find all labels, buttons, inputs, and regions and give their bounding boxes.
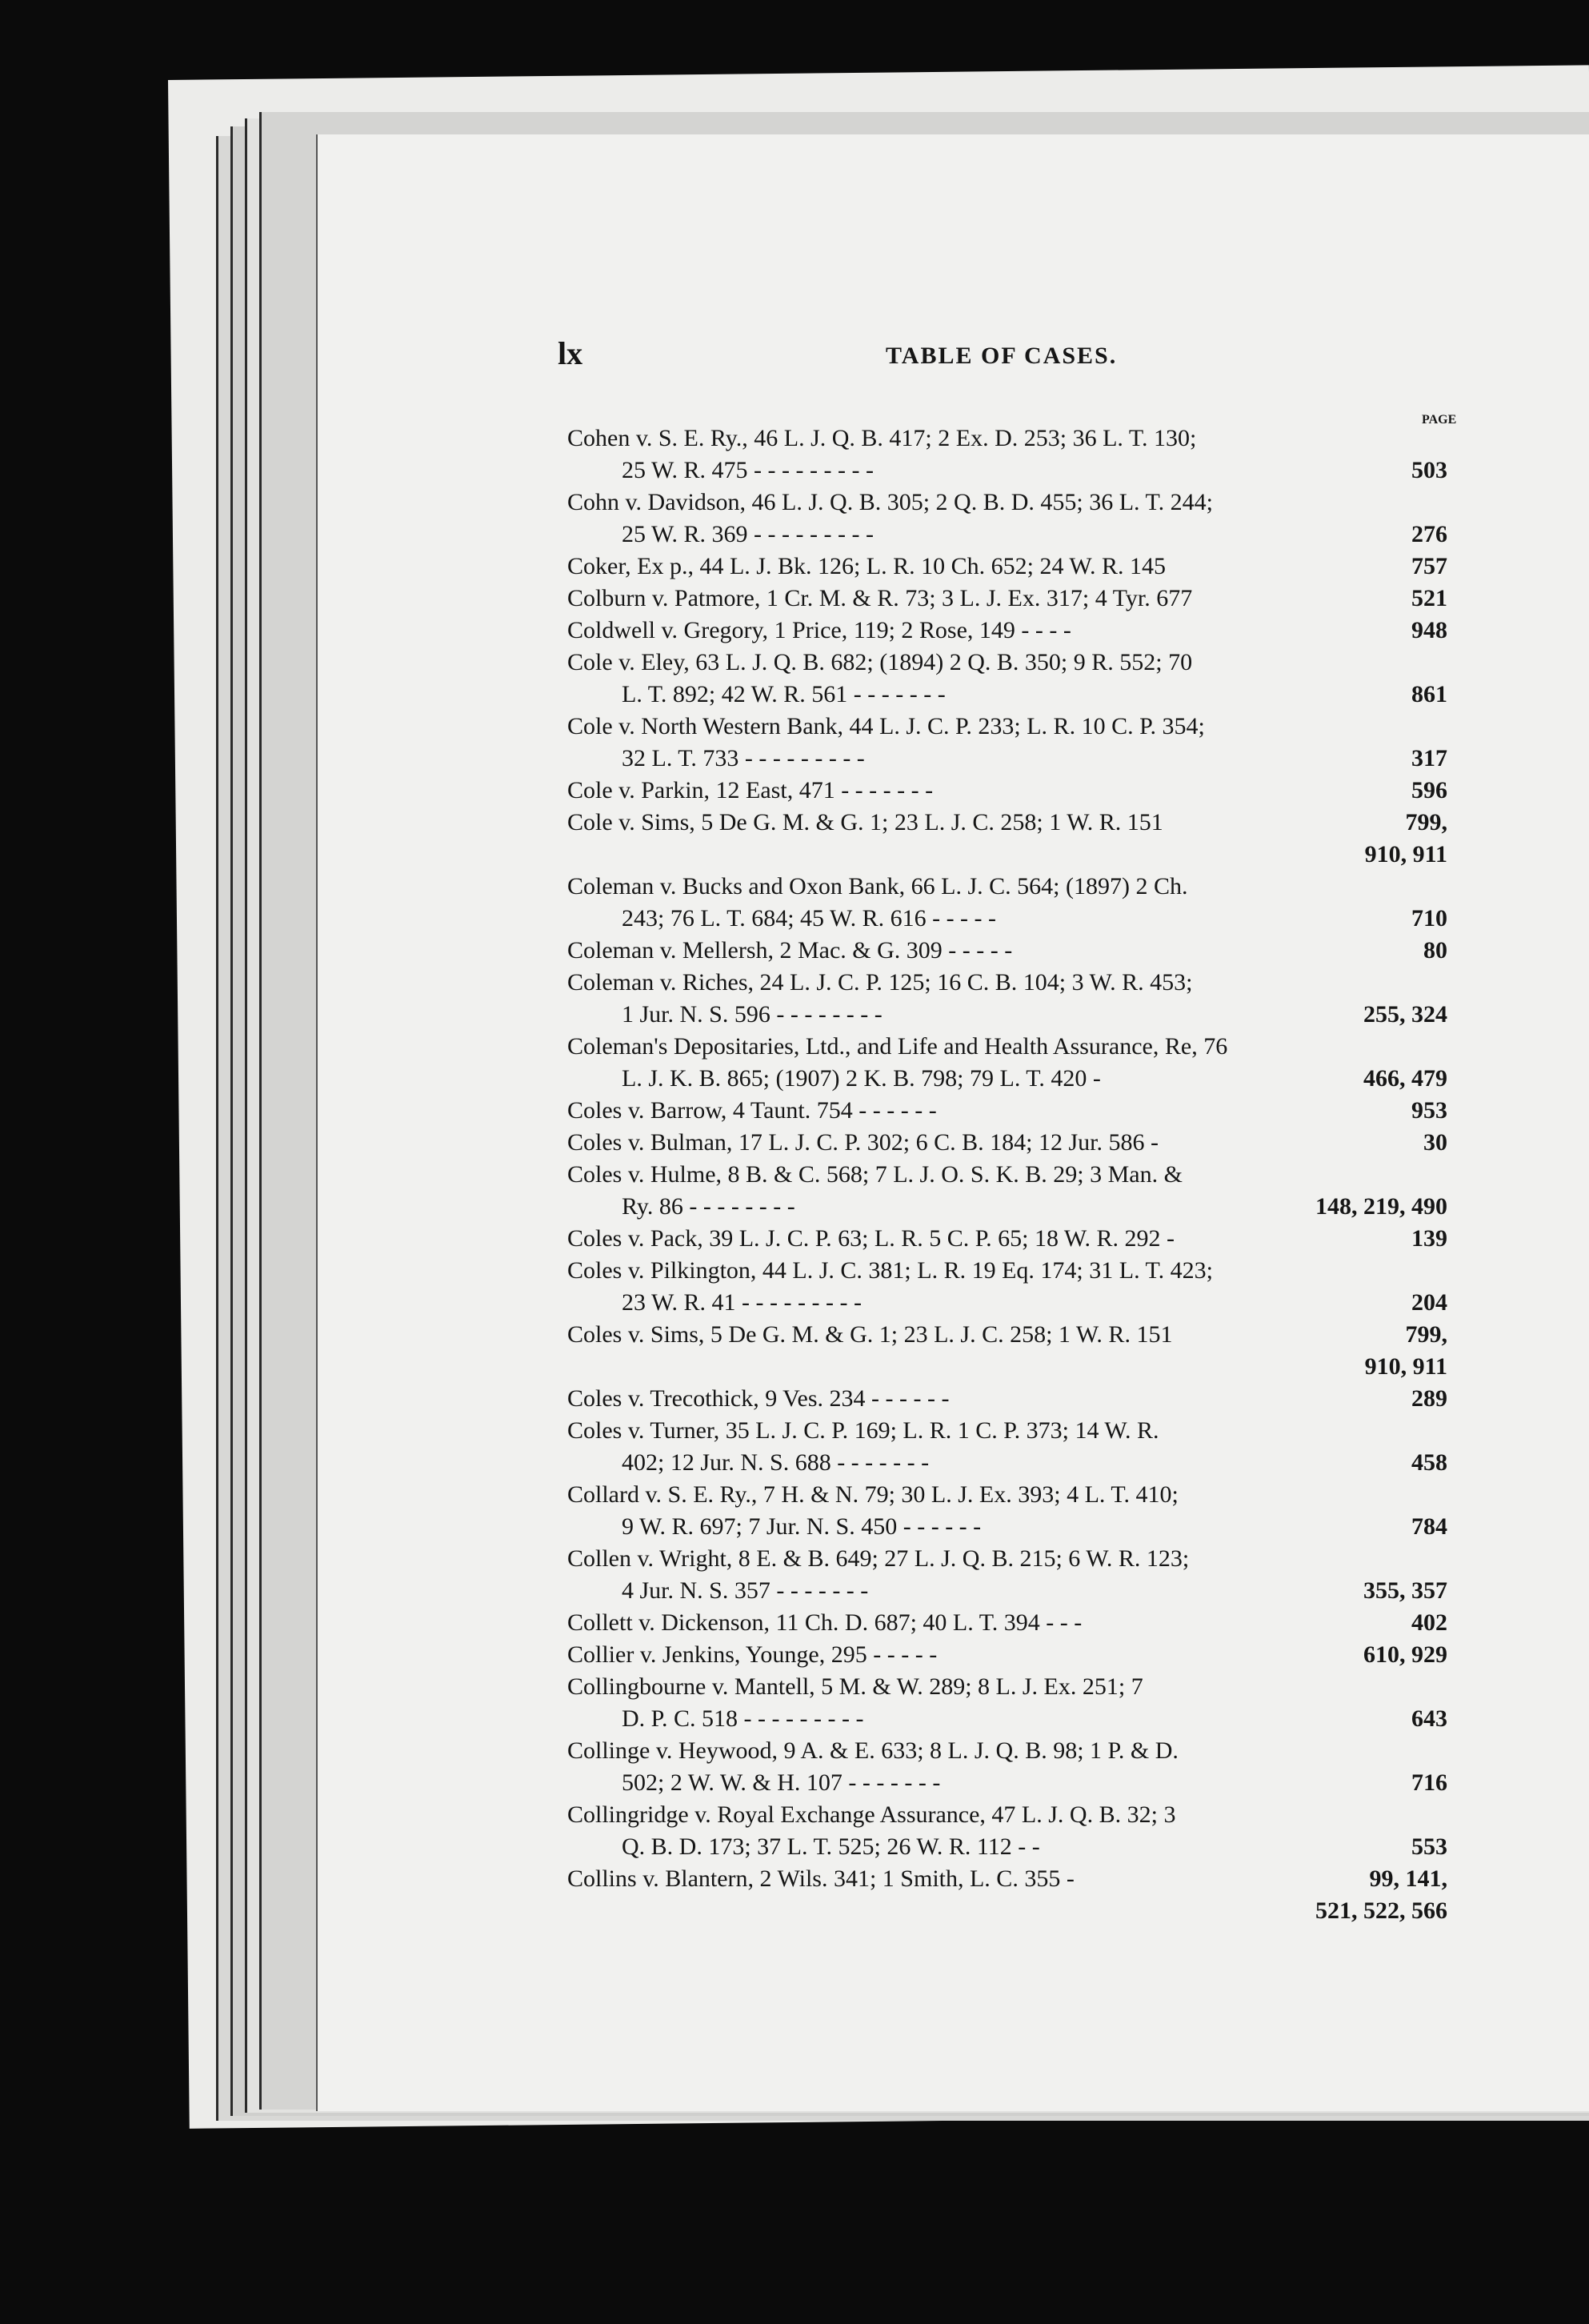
case-page-ref-continued: 910, 911: [1364, 1353, 1447, 1380]
case-entry: [567, 1095, 1447, 1127]
case-citation: Collard v. S. E. Ry., 7 H. & N. 79; 30 L. J. Ex. 393; 4 L. T. 410;: [567, 1481, 1179, 1508]
case-page-ref: 80: [1423, 937, 1447, 964]
case-entry: [567, 775, 1447, 807]
case-citation: Coles v. Barrow, 4 Taunt. 754 - - - - - - 953: [567, 1095, 1447, 1127]
case-citation: Coles v. Pilkington, 44 L. J. C. 381; L. R. 19 Eq. 174; 31 L. T. 423;: [567, 1257, 1213, 1284]
case-citation: Coles v. Sims, 5 De G. M. & G. 1; 23 L. J. C. 258; 1 W. R. 151 799,: [567, 1319, 1447, 1351]
case-entry: [567, 1607, 1447, 1639]
case-entry: [567, 615, 1447, 647]
case-entry: [567, 871, 1447, 935]
page-header: [558, 335, 1534, 383]
case-page-ref: 861: [1411, 681, 1447, 707]
case-entry: [567, 711, 1447, 775]
case-entry: [567, 1543, 1447, 1607]
case-citation-continued: 9 W. R. 697; 7 Jur. N. S. 450 - - - - - - 784: [567, 1511, 1447, 1543]
case-entry: [567, 1223, 1447, 1255]
case-entry: [567, 1255, 1447, 1319]
case-page-ref: 402: [1411, 1609, 1447, 1636]
case-citation: Coles v. Bulman, 17 L. J. C. P. 302; 6 C. B. 184; 12 Jur. 586 - 30: [567, 1127, 1447, 1159]
case-citation: Coker, Ex p., 44 L. J. Bk. 126; L. R. 10 Ch. 652; 24 W. R. 145 757: [567, 551, 1447, 583]
case-citation: Coleman v. Bucks and Oxon Bank, 66 L. J. C. 564; (1897) 2 Ch.: [567, 873, 1188, 900]
case-page-ref: 466, 479: [1363, 1065, 1447, 1092]
case-page-ref: 610, 929: [1363, 1641, 1447, 1668]
case-citation-continued: L. J. K. B. 865; (1907) 2 K. B. 798; 79 L. T. 420 - 466, 479: [567, 1063, 1447, 1095]
case-citation-continued: 25 W. R. 369 - - - - - - - - - 276: [567, 519, 1447, 551]
case-citation: Collier v. Jenkins, Younge, 295 - - - - - 610, 929: [567, 1639, 1447, 1671]
case-page-ref: 255, 324: [1363, 1001, 1447, 1028]
case-citation: Collingbourne v. Mantell, 5 M. & W. 289; 8 L. J. Ex. 251; 7: [567, 1673, 1143, 1700]
case-citation: Collins v. Blantern, 2 Wils. 341; 1 Smith, L. C. 355 - 99, 141,: [567, 1863, 1447, 1895]
case-entry: [567, 1415, 1447, 1479]
case-page-ref: 276: [1411, 521, 1447, 547]
case-entry: [567, 551, 1447, 583]
case-entry: [567, 1863, 1447, 1927]
case-entry: [567, 807, 1447, 871]
case-citation-continued: 402; 12 Jur. N. S. 688 - - - - - - - 458: [567, 1447, 1447, 1479]
case-entry: [567, 647, 1447, 711]
case-entry: [567, 1127, 1447, 1159]
page-column-label: PAGE: [1422, 413, 1457, 427]
case-citation: Cole v. Eley, 63 L. J. Q. B. 682; (1894) 2 Q. B. 350; 9 R. 552; 70: [567, 649, 1193, 675]
case-citation-continued: L. T. 892; 42 W. R. 561 - - - - - - - 861: [567, 679, 1447, 711]
case-citation: Cole v. North Western Bank, 44 L. J. C. P. 233; L. R. 10 C. P. 354;: [567, 713, 1205, 739]
case-citation: Collinge v. Heywood, 9 A. & E. 633; 8 L. J. Q. B. 98; 1 P. & D.: [567, 1737, 1179, 1764]
case-citation: Cohen v. S. E. Ry., 46 L. J. Q. B. 417; 2 Ex. D. 253; 36 L. T. 130;: [567, 425, 1197, 451]
case-page-ref: 355, 357: [1363, 1577, 1447, 1604]
case-citation-continued: 4 Jur. N. S. 357 - - - - - - - 355, 357: [567, 1575, 1447, 1607]
case-citation: Coles v. Pack, 39 L. J. C. P. 63; L. R. 5 C. P. 65; 18 W. R. 292 - 139: [567, 1223, 1447, 1255]
case-citation: Coleman v. Riches, 24 L. J. C. P. 125; 16 C. B. 104; 3 W. R. 453;: [567, 969, 1193, 996]
case-citation-continued: Ry. 86 - - - - - - - - 148, 219, 490: [567, 1191, 1447, 1223]
case-page-ref: 799,: [1405, 1321, 1447, 1348]
case-citation: Cohn v. Davidson, 46 L. J. Q. B. 305; 2 Q. B. D. 455; 36 L. T. 244;: [567, 489, 1213, 515]
case-entry: [567, 1159, 1447, 1223]
case-entry: [567, 1639, 1447, 1671]
case-page-ref: 948: [1411, 617, 1447, 643]
case-citation-continued: 23 W. R. 41 - - - - - - - - - 204: [567, 1287, 1447, 1319]
case-entry: [567, 967, 1447, 1031]
case-page-ref: 953: [1411, 1097, 1447, 1124]
case-page-ref: 784: [1411, 1513, 1447, 1540]
case-citation-continued: 243; 76 L. T. 684; 45 W. R. 616 - - - - - 710: [567, 903, 1447, 935]
case-entry: [567, 487, 1447, 551]
case-page-ref: 596: [1411, 777, 1447, 803]
book-page: [316, 134, 1589, 2111]
page-number: lx: [558, 335, 583, 371]
case-page-ref: 458: [1411, 1449, 1447, 1476]
case-citation: Coles v. Turner, 35 L. J. C. P. 169; L. R. 1 C. P. 373; 14 W. R.: [567, 1417, 1159, 1444]
case-entry: [567, 583, 1447, 615]
case-citation: Coles v. Trecothick, 9 Ves. 234 - - - - - - 289: [567, 1383, 1447, 1415]
case-page-ref: 503: [1411, 457, 1447, 483]
case-citation-continued: Q. B. D. 173; 37 L. T. 525; 26 W. R. 112 - - 553: [567, 1831, 1447, 1863]
case-entry: [567, 1031, 1447, 1095]
case-page-ref: 139: [1411, 1225, 1447, 1252]
case-entry: [567, 1479, 1447, 1543]
case-page-ref: 204: [1411, 1289, 1447, 1316]
case-page-ref: 553: [1411, 1833, 1447, 1860]
case-citation: Cole v. Sims, 5 De G. M. & G. 1; 23 L. J. C. 258; 1 W. R. 151 799,: [567, 807, 1447, 839]
case-citation: Coles v. Hulme, 8 B. & C. 568; 7 L. J. O. S. K. B. 29; 3 Man. &: [567, 1161, 1183, 1188]
case-citation-continued: 32 L. T. 733 - - - - - - - - - 317: [567, 743, 1447, 775]
case-entry: [567, 423, 1447, 487]
case-citation-continued: 25 W. R. 475 - - - - - - - - - 503: [567, 455, 1447, 487]
case-entry: [567, 1735, 1447, 1799]
case-citation: Colburn v. Patmore, 1 Cr. M. & R. 73; 3 L. J. Ex. 317; 4 Tyr. 677 521: [567, 583, 1447, 615]
case-citation: Coldwell v. Gregory, 1 Price, 119; 2 Rose, 149 - - - - 948: [567, 615, 1447, 647]
case-page-ref: 643: [1411, 1705, 1447, 1732]
case-page-ref: 317: [1411, 745, 1447, 771]
case-entry: [567, 1383, 1447, 1415]
case-citation: Collen v. Wright, 8 E. & B. 649; 27 L. J. Q. B. 215; 6 W. R. 123;: [567, 1545, 1190, 1572]
case-entry: [567, 935, 1447, 967]
case-citation-continued: 1 Jur. N. S. 596 - - - - - - - - 255, 324: [567, 999, 1447, 1031]
case-page-ref: 148, 219, 490: [1315, 1193, 1447, 1220]
case-page-ref: 716: [1411, 1769, 1447, 1796]
case-list: [567, 423, 1447, 1927]
case-citation-continued: D. P. C. 518 - - - - - - - - - 643: [567, 1703, 1447, 1735]
page-heading: TABLE OF CASES.: [886, 343, 1118, 369]
case-page-ref: 99, 141,: [1369, 1865, 1447, 1892]
case-citation-continued: 502; 2 W. W. & H. 107 - - - - - - - 716: [567, 1767, 1447, 1799]
case-page-ref-continued: 910, 911: [1364, 841, 1447, 867]
case-citation: Collett v. Dickenson, 11 Ch. D. 687; 40 L. T. 394 - - - 402: [567, 1607, 1447, 1639]
case-entry: [567, 1319, 1447, 1383]
case-page-ref: 289: [1411, 1385, 1447, 1412]
case-citation: Coleman's Depositaries, Ltd., and Life and Health Assurance, Re, 76: [567, 1033, 1228, 1060]
case-entry: [567, 1799, 1447, 1863]
case-citation: Cole v. Parkin, 12 East, 471 - - - - - - - 596: [567, 775, 1447, 807]
case-page-ref: 30: [1423, 1129, 1447, 1156]
case-page-ref: 799,: [1405, 809, 1447, 835]
case-page-ref-continued: 521, 522, 566: [1315, 1897, 1447, 1924]
case-entry: [567, 1671, 1447, 1735]
case-page-ref: 757: [1411, 553, 1447, 579]
case-page-ref: 521: [1411, 585, 1447, 611]
case-citation: Coleman v. Mellersh, 2 Mac. & G. 309 - - - - - 80: [567, 935, 1447, 967]
case-page-ref: 710: [1411, 905, 1447, 932]
case-citation: Collingridge v. Royal Exchange Assurance, 47 L. J. Q. B. 32; 3: [567, 1801, 1176, 1828]
